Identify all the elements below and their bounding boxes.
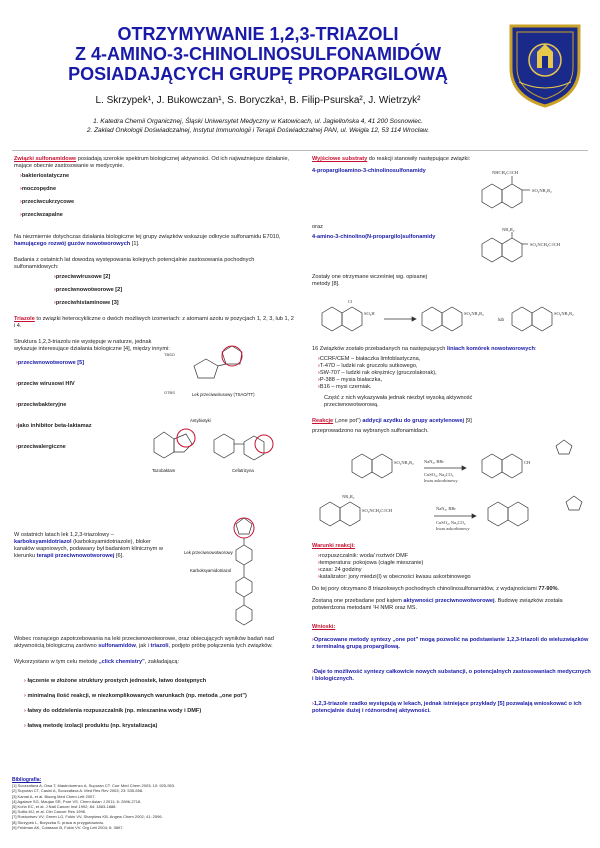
references	[12, 778, 590, 830]
substrate-note: Zostały one otrzymane wcześniej wg. opisanej metody [8].	[312, 274, 428, 287]
cond-nan3-label: NaN₃, RBr	[424, 459, 444, 464]
triazoles-intro: Triazole to związki heterocykliczne o dwóch możliwych izomeriach: z atomami azotu w pozycjach 1, 2, 3, lub 1, 2 i 4.	[14, 316, 294, 329]
sulfonamides-heading: Związki sulfonamidowe	[14, 156, 77, 162]
affiliation-1: 1. Katedra Chemii Organicznej, Śląski Uniwersytet Medyczny w Katowicach, ul. Jagiellońska 4, 41 200 Sosnowiec.	[93, 118, 423, 125]
conditions-list	[318, 553, 592, 581]
list-item: ›przeciwbakteryjne	[16, 402, 67, 408]
list-item: ›jako inhibitor beta-laktamaz	[16, 423, 92, 429]
affiliation-2: 2. Zakład Onkologii Doświadczalnej, Instytut Immunologii i Terapii Doświadczalnej PAN, ul. Weigla 12, 53 114 Wrocław.	[86, 127, 430, 134]
list-item: ›CCRF/CEM – białaczka limfoblastyczna,	[318, 356, 421, 362]
affiliations	[18, 117, 498, 135]
yield-paragraph: Do tej pory otrzymano 8 triazolowych pochodnych chinolinosulfonamidów, z wydajnościami 77-90%.	[312, 586, 560, 592]
cond-cuso4-label: CuSO₄, Na₂CO₃	[424, 472, 454, 477]
substrates-intro: Wyjściowe substraty do reakcji stanowiły następujące związki:	[312, 156, 471, 162]
reactions-heading: Reakcje	[312, 418, 334, 424]
reference-item: [2] Supuran CT, Casini A, Scozzafava A. Med Res Rev 2003; 23: 535-558.	[12, 788, 144, 794]
lub-label: lub	[498, 317, 505, 322]
title-line-3: POSIADAJĄCYCH GRUPĘ PROPARGILOWĄ	[68, 64, 448, 84]
list-item: › łączenie w złożone struktury prostych jednostek, łatwo dostępnych	[24, 678, 207, 684]
cell-lines-list	[318, 356, 592, 391]
list-item: ›B16 – mysi czerniak.	[318, 384, 372, 390]
list-item: ›1,2,3-triazole rzadko występują w lekach, jednak istniejące przykłady [5] pozwalają wnioskować o ich potencjalnie dużej i różnorodnej aktywności.	[312, 701, 582, 714]
conclusions-heading: Wnioski:	[312, 624, 336, 630]
list-item: ›bakteriostatyczne	[20, 173, 70, 179]
triazole-drugs-structures	[134, 344, 284, 509]
header-divider	[12, 150, 588, 151]
list-item: ›Opracowane metody syntezy „one pot” mogą pozwolić na podstawianie 1,2,3-triazoli do wieluzwiązków z terminalną grupą propargilową.	[312, 637, 589, 650]
title-line-2: Z 4-AMINO-3-CHINOLINOSULFONAMIDÓW	[75, 44, 441, 64]
cond-ascorbic-label: kwas askorbinowy	[424, 478, 458, 483]
triazole-activity-list	[16, 360, 146, 451]
tazobaktam-label: Tazobaktam	[152, 468, 176, 473]
tsao-label: Lek przeciwwirusowy (TSAO/TT)	[192, 392, 255, 397]
references-heading: Bibliografia:	[12, 777, 42, 783]
substrate-1-structure	[462, 166, 582, 224]
oraz-text: oraz	[312, 224, 323, 230]
scheme-so2nr-label: SO₂NR₁R₂	[464, 311, 484, 316]
reactant2-nr-label: NR₁R₂	[342, 494, 355, 499]
scheme-so2nr-label-2: SO₂NR₁R₂	[554, 311, 574, 316]
combination-paragraph: Wobec rosnącego zapotrzebowania na leki przeciwnowotworowe, oraz obiecujących wyników badań nad aktywnością biologiczną zarówno sulfonamidów, jak i triazoli, podjęto próbę połączenia tych związków.	[14, 636, 274, 649]
list-item: › łatwą metodę izolacji produktu (np. krystalizacja)	[24, 723, 158, 729]
reference-item: [7] Rostovtsev VV, Green LG, Fokin VV, Sharpless KB. Angew Chem 2002; 41: 2596.	[12, 814, 163, 820]
conclusions	[312, 624, 592, 715]
list-item: ›przeciwzapalne	[20, 212, 63, 218]
list-item: ›T-47D – ludzki rak gruczołu sutkowego,	[318, 363, 418, 369]
substrates-heading: Wyjściowe substraty	[312, 156, 368, 162]
reference-item: [5] Kohn EC, et al. J Natl Cancer Inst 1992; 84: 1883-1888.	[12, 804, 117, 810]
reference-item: [8] Skrzypek L, Boryczka S. praca w przygotowaniu.	[12, 819, 105, 825]
reference-item: [6] Soltis MJ, et al. Clin Cancer Res 1996.	[12, 809, 87, 815]
click-chemistry-list	[14, 678, 294, 730]
left-column	[14, 156, 294, 733]
carboxyamidotriazole-label: Karboksyamidotriazol	[190, 568, 232, 573]
reactions-intro: Reakcje („one pot”) addycji azydku do grupy acetylenowej [9]	[312, 418, 472, 424]
click-reaction-scheme	[312, 438, 592, 538]
tbso-label: TBSO	[164, 352, 175, 357]
substrate-1-label: 4-propargiloamino-3-chinolinosulfonamidy	[312, 168, 426, 174]
list-item: ›czas: 24 godziny	[318, 567, 362, 573]
list-item: ›moczopędne	[20, 186, 57, 192]
reactions-note: przeprowadzono na wybranych sulfonamidach.	[312, 428, 429, 434]
cell-lines-intro: 16 Związków zostało przebadanych na następujących liniach komórek nowotworowych:	[312, 346, 537, 352]
list-item: ›przeciwnowotworowe [2]	[54, 287, 123, 293]
nhch-label: NHCH₂C≡CH	[492, 170, 519, 175]
cond2-cuso4-label: CuSO₄, Na₂CO₃	[436, 520, 466, 525]
triazole-drugs-area	[14, 352, 294, 506]
reaction-conditions	[312, 543, 592, 612]
click-chemistry-paragraph: Wykorzystano w tym celu metodę „click chemistry”, zakładającą:	[14, 659, 180, 665]
activity-note: Część z nich wykazywała jednak niezbyt wysoką aktywność przeciwnowotworową.	[324, 395, 473, 408]
list-item: ›przeciwcukrzycowe	[20, 199, 75, 205]
list-item: ›SW-707 – ludzki rak okrężnicy (gruczolakorak),	[318, 370, 437, 376]
nr1r2-label: NR₁R₂	[502, 227, 515, 232]
list-item: ›Daje to możliwość syntezy całkowicie nowych substancji, o potencjalnych zastosowaniach medycznych i biologicznych.	[312, 669, 591, 682]
poster-title	[18, 24, 498, 84]
university-seal-logo	[505, 22, 585, 108]
substrate-2-structure	[462, 226, 592, 274]
carboxyamidotriazole-area	[14, 532, 294, 632]
conditions-heading: Warunki reakcji:	[312, 543, 356, 549]
cl-label: Cl	[348, 299, 353, 304]
authors: L. Skrzypek¹, J. Bukowczan¹, S. Boryczka¹, B. Filip-Psurska², J. Wietrzyk²	[95, 95, 421, 106]
reference-item: [9] Feldman AK, Colasson B, Fokin VV. Org Lett 2004; 6: 3897.	[12, 824, 124, 830]
cefatrizyna-label: Cefatrizyna	[232, 468, 254, 473]
testing-paragraph: Zostaną one przebadane pod kątem aktywności przeciwnowotworowej. Budowę związków została potwierdzona metodami ¹H NMR oraz MS.	[312, 598, 563, 611]
otbs-label: OTBS	[164, 390, 175, 395]
substrate-1-area	[312, 166, 592, 224]
triazoles-heading: Triazole	[14, 316, 35, 322]
so2nr-label: SO₂NR₁R₂	[532, 188, 552, 193]
list-item: ›przeciwwirusowe [2]	[54, 274, 111, 280]
reference-item: [1] Scozzafava A, Owa T, Mastrolorenzo A, Supuran CT. Curr Med Chem 2003; 10: 925-953.	[12, 783, 176, 789]
anticancer-drug-label: Lek przeciwnowotworowy	[184, 550, 233, 555]
right-column	[312, 156, 592, 715]
triazole-structure-paragraph: Struktura 1,2,3-triazolu nie występuje w naturze, jednak wykazuje interesujące działania biologiczne [4], między innymi:	[14, 339, 170, 352]
so3h-label: SO₃H	[364, 311, 375, 316]
activity-list-1	[20, 173, 294, 219]
reference-item: [3] Kamal A, et al. Bioorg Med Chem Lett 2007.	[12, 793, 96, 799]
e7010-paragraph: Na niezmiernie dotychczas działania biologiczne tej grupy związków wskazuje odkrycie sulfonamidu E7010, hamującego rozwój guzów nowotworowych [1].	[14, 234, 281, 247]
list-item: ›katalizator: jony miedzi(I) w obecności kwasu askorbinowego	[318, 574, 471, 580]
list-item: ›przeciwalergiczne	[16, 444, 66, 450]
conclusions-list	[312, 637, 592, 715]
reactant-so2nr-label: SO₂NR₁R₂	[394, 460, 414, 465]
product-ch-label: CH	[524, 460, 531, 465]
list-item: ›przeciw wirusowi HIV	[16, 381, 75, 387]
list-item: ›przeciwnowotworowe [5]	[16, 360, 85, 366]
list-item: › łatwy do oddzielenia rozpuszczalnik (np. mieszanina wody i DMF)	[24, 708, 202, 714]
carboxyamidotriazole-paragraph: W ostatnich latach lek 1,2,3-triazolowy – karboksyamidotriazol (karboksyamidotriazole), bloker kanałów wapniowych, podawany był badaniom klinicznym w kierunku terapii przeciwnowotworowej [6].	[14, 532, 163, 559]
carboxyamidotriazole-structure	[184, 514, 294, 634]
substrate-2-label: 4-amino-3-chinolino(N-propargilo)sulfonamidy	[312, 234, 436, 240]
so2nch-label: SO₂NCH₂C≡CH	[530, 242, 561, 247]
activity-list-2	[54, 274, 294, 307]
reactant2-so2nch-label: SO₂NCH₂C≡CH	[362, 508, 393, 513]
cond2-nan3-label: NaN₃, RBr	[436, 506, 456, 511]
antibiotics-label: Antybiotyki	[190, 418, 211, 423]
title-line-1: OTRZYMYWANIE 1,2,3-TRIAZOLI	[117, 24, 399, 44]
reference-item: [4] Agalave SG, Maujan SR, Pore VS. Chem Asian J 2011; 6: 2696-2718.	[12, 798, 142, 804]
list-item: ›temperatura: pokojowa (ciągłe mieszanie)	[318, 560, 424, 566]
list-item: ›przeciwhistaminowe [3]	[54, 300, 119, 306]
cond2-ascorbic-label: kwas askorbinowy	[436, 526, 470, 531]
sulfonamides-intro: Związki sulfonamidowe posiadają szerokie spektrum biologicznej aktywności. Od ich najważniejsze działanie, mające obecnie zastosowanie w medycynie.	[14, 156, 290, 169]
list-item: ›P-388 – mysia białaczka,	[318, 377, 383, 383]
substrate-synthesis-scheme	[312, 291, 592, 343]
list-item: › minimalną ilość reakcji, w niezkomplikowanych warunkach (np. metoda „one pot”)	[24, 693, 247, 699]
recent-research-paragraph: Badania z ostatnich lat dowodzą występowania kolejnych potencjalnie zastosowania pochodnych sulfonamidowych:	[14, 257, 255, 270]
list-item: ›rozpuszczalnik: woda/ roztwór DMF	[318, 553, 409, 559]
